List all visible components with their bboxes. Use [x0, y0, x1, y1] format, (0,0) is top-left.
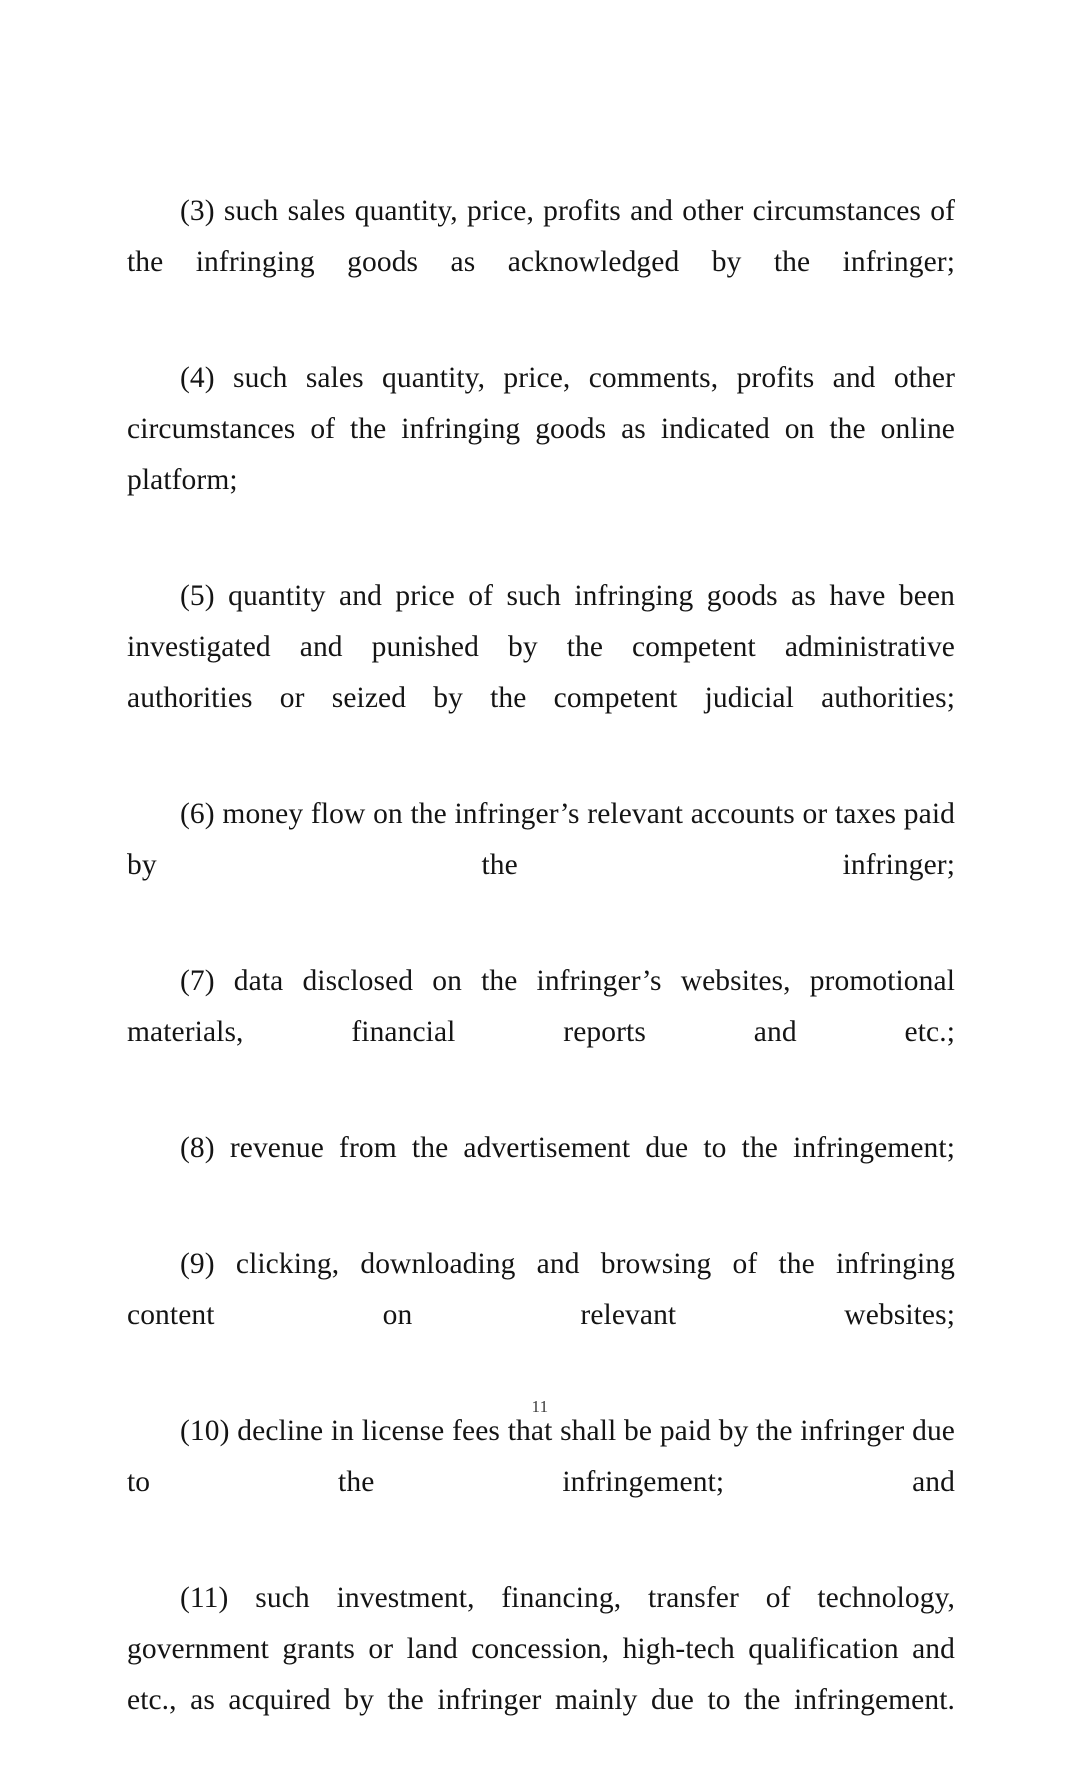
list-item-9: (9) clicking, downloading and browsing of the infringing content on relevant websites;	[127, 1248, 955, 1331]
page-number: 11	[531, 1397, 549, 1416]
list-item-4: (4) such sales quantity, price, comments, profits and other circumstances of the infringing goods as indicated on the online platform;	[127, 362, 955, 496]
list-item-11: (11) such investment, financing, transfer of technology, government grants or land concession, high-tech qualification and etc., as acquired by the infringer mainly due to the infringement.	[127, 1582, 955, 1716]
list-item-5: (5) quantity and price of such infringing goods as have been investigated and punished by the competent administrative authorities or seized by the competent judicial authorities;	[127, 580, 955, 714]
list-item-6: (6) money flow on the infringer’s relevant accounts or taxes paid by the infringer;	[127, 798, 955, 881]
list-item-7: (7) data disclosed on the infringer’s websites, promotional materials, financial reports and etc.;	[127, 965, 955, 1048]
document-body	[127, 186, 955, 1777]
list-item-8: (8) revenue from the advertisement due to the infringement;	[180, 1132, 955, 1164]
list-item-10: (10) decline in license fees that shall be paid by the infringer due to the infringement; and	[127, 1415, 955, 1498]
list-item-3: (3) such sales quantity, price, profits and other circumstances of the infringing goods as acknowledged by the infringer;	[127, 195, 955, 278]
page-footer	[0, 1396, 1080, 1418]
